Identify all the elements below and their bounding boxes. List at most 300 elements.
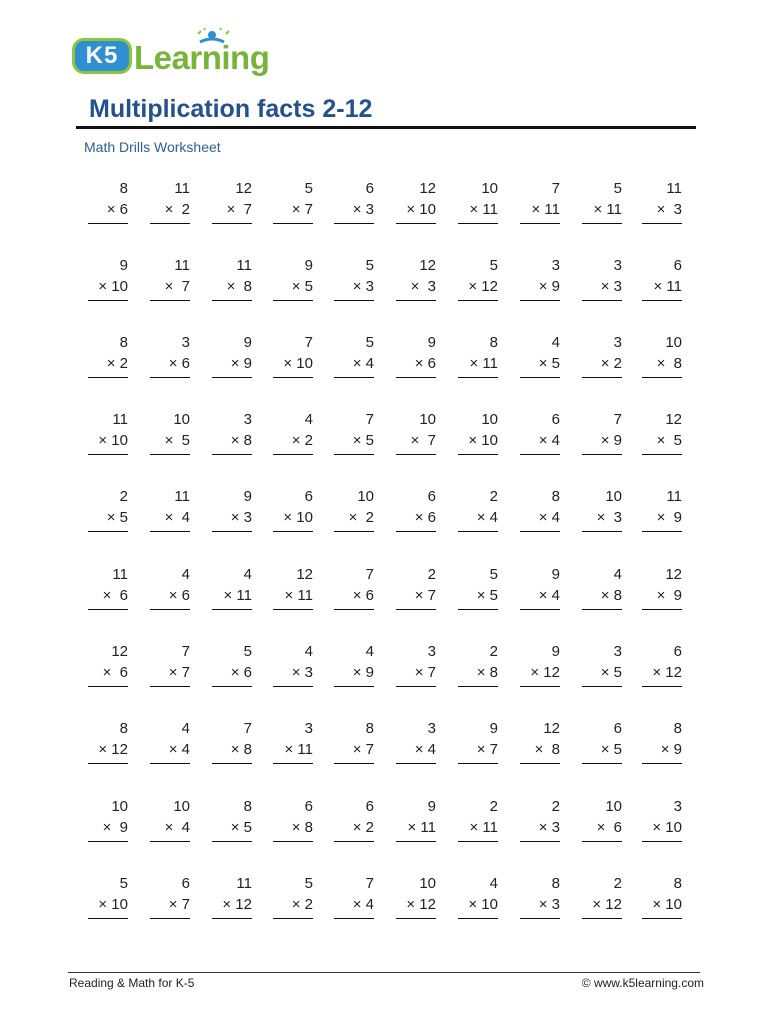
multiplicand: 4	[243, 566, 252, 583]
multiplication-problem	[642, 180, 682, 226]
multiplication-problem	[88, 798, 128, 844]
multiplicand: 7	[365, 875, 374, 892]
multiplication-problem	[273, 566, 313, 612]
multiplication-problem	[88, 488, 128, 534]
multiplicand: 4	[181, 566, 190, 583]
multiplicand: 3	[673, 798, 682, 815]
multiplier: × 9	[538, 278, 560, 295]
multiplicand: 8	[119, 180, 128, 197]
answer-line	[582, 763, 622, 764]
multiplication-problem	[150, 875, 190, 921]
multiplicand: 11	[236, 875, 252, 892]
answer-line	[273, 377, 313, 378]
multiplication-problem	[88, 411, 128, 457]
answer-line	[642, 300, 682, 301]
multiplier: × 7	[168, 664, 190, 681]
multiplicand: 3	[427, 643, 436, 660]
multiplication-problem	[520, 798, 560, 844]
multiplicand: 10	[665, 334, 682, 351]
multiplicand: 12	[419, 257, 436, 274]
multiplier: × 7	[164, 278, 190, 295]
multiplication-problem	[88, 875, 128, 921]
multiplier: × 9	[102, 819, 128, 836]
answer-line	[150, 454, 190, 455]
multiplication-problem	[212, 798, 252, 844]
multiplication-problem	[396, 875, 436, 921]
multiplier: × 10	[283, 509, 313, 526]
multiplicand: 9	[243, 488, 252, 505]
multiplicand: 10	[419, 411, 436, 428]
multiplier: × 8	[291, 819, 313, 836]
multiplication-problem	[212, 566, 252, 612]
multiplicand: 10	[173, 411, 190, 428]
multiplier: × 12	[530, 664, 560, 681]
multiplication-problem	[458, 411, 498, 457]
answer-line	[212, 454, 252, 455]
multiplication-problem	[334, 798, 374, 844]
multiplicand: 12	[235, 180, 252, 197]
answer-line	[334, 918, 374, 919]
multiplier: × 5	[538, 355, 560, 372]
multiplication-problem	[334, 257, 374, 303]
logo-badge: K5	[72, 38, 132, 74]
multiplier: × 8	[226, 278, 252, 295]
multiplicand: 7	[243, 720, 252, 737]
answer-line	[273, 918, 313, 919]
multiplier: × 10	[468, 896, 498, 913]
multiplicand: 5	[304, 875, 313, 892]
multiplier: × 3	[410, 278, 436, 295]
logo-wordmark: Learning	[134, 39, 270, 76]
answer-line	[212, 300, 252, 301]
answer-line	[642, 531, 682, 532]
answer-line	[582, 300, 622, 301]
answer-line	[273, 686, 313, 687]
multiplicand: 3	[551, 257, 560, 274]
multiplication-problem	[642, 643, 682, 689]
multiplier: × 8	[656, 355, 682, 372]
answer-line	[88, 377, 128, 378]
multiplier: × 5	[164, 432, 190, 449]
answer-line	[396, 763, 436, 764]
multiplication-problem	[642, 488, 682, 534]
multiplicand: 2	[489, 643, 498, 660]
multiplication-problem	[273, 875, 313, 921]
multiplication-problem	[273, 720, 313, 766]
answer-line	[273, 531, 313, 532]
answer-line	[520, 454, 560, 455]
multiplier: × 10	[98, 896, 128, 913]
answer-line	[458, 918, 498, 919]
multiplication-problem	[582, 257, 622, 303]
multiplier: × 9	[656, 587, 682, 604]
answer-line	[273, 300, 313, 301]
multiplier: × 9	[600, 432, 622, 449]
multiplier: × 4	[538, 509, 560, 526]
multiplier: × 5	[291, 278, 313, 295]
multiplication-problem	[334, 643, 374, 689]
multiplier: × 6	[596, 819, 622, 836]
multiplication-problem	[642, 720, 682, 766]
multiplication-problem	[396, 643, 436, 689]
multiplication-problem	[396, 798, 436, 844]
multiplier: × 12	[406, 896, 436, 913]
multiplication-problem	[582, 411, 622, 457]
answer-line	[150, 531, 190, 532]
multiplication-problem	[520, 411, 560, 457]
multiplication-problem	[150, 334, 190, 380]
multiplicand: 6	[181, 875, 190, 892]
multiplier: × 7	[291, 201, 313, 218]
multiplicand: 4	[181, 720, 190, 737]
multiplicand: 12	[111, 643, 128, 660]
answer-line	[212, 918, 252, 919]
multiplication-problem	[582, 875, 622, 921]
multiplicand: 10	[419, 875, 436, 892]
answer-line	[520, 531, 560, 532]
multiplication-problem	[150, 180, 190, 226]
multiplicand: 6	[673, 643, 682, 660]
answer-line	[88, 918, 128, 919]
multiplier: × 6	[352, 587, 374, 604]
multiplicand: 8	[119, 334, 128, 351]
multiplier: × 11	[284, 741, 313, 758]
multiplicand: 10	[481, 180, 498, 197]
multiplication-problem	[642, 566, 682, 612]
multiplication-problem	[396, 566, 436, 612]
answer-line	[88, 841, 128, 842]
multiplicand: 9	[551, 643, 560, 660]
multiplier: × 2	[348, 509, 374, 526]
answer-line	[212, 377, 252, 378]
answer-line	[582, 841, 622, 842]
multiplicand: 4	[489, 875, 498, 892]
multiplicand: 7	[304, 334, 313, 351]
multiplicand: 4	[551, 334, 560, 351]
answer-line	[642, 686, 682, 687]
multiplication-problem	[642, 257, 682, 303]
worksheet-subtitle: Math Drills Worksheet	[84, 139, 221, 155]
answer-line	[458, 841, 498, 842]
multiplication-problem	[150, 798, 190, 844]
multiplication-problem	[273, 257, 313, 303]
answer-line	[396, 609, 436, 610]
answer-line	[334, 531, 374, 532]
answer-line	[582, 609, 622, 610]
answer-line	[642, 609, 682, 610]
answer-line	[334, 686, 374, 687]
multiplier: × 6	[102, 587, 128, 604]
multiplicand: 5	[243, 643, 252, 660]
multiplicand: 8	[673, 875, 682, 892]
multiplier: × 4	[164, 819, 190, 836]
multiplier: × 8	[534, 741, 560, 758]
multiplier: × 11	[593, 201, 622, 218]
answer-line	[212, 686, 252, 687]
multiplication-problem	[642, 798, 682, 844]
multiplier: × 5	[656, 432, 682, 449]
answer-line	[520, 377, 560, 378]
multiplication-problem	[396, 334, 436, 380]
multiplication-problem	[150, 720, 190, 766]
multiplication-problem	[212, 875, 252, 921]
multiplier: × 6	[414, 509, 436, 526]
multiplicand: 4	[304, 643, 313, 660]
answer-line	[582, 531, 622, 532]
multiplier: × 6	[168, 355, 190, 372]
multiplication-problem	[150, 643, 190, 689]
answer-line	[212, 609, 252, 610]
multiplication-problem	[396, 720, 436, 766]
multiplier: × 6	[168, 587, 190, 604]
multiplicand: 10	[481, 411, 498, 428]
multiplicand: 7	[181, 643, 190, 660]
multiplier: × 7	[476, 741, 498, 758]
answer-line	[520, 223, 560, 224]
multiplicand: 2	[489, 488, 498, 505]
answer-line	[88, 223, 128, 224]
multiplicand: 7	[365, 566, 374, 583]
multiplier: × 9	[656, 509, 682, 526]
multiplier: × 2	[352, 819, 374, 836]
multiplier: × 3	[538, 819, 560, 836]
multiplication-problem	[88, 643, 128, 689]
multiplier: × 6	[106, 201, 128, 218]
answer-line	[334, 609, 374, 610]
multiplier: × 8	[230, 432, 252, 449]
multiplication-problem	[582, 720, 622, 766]
multiplication-problem	[458, 566, 498, 612]
multiplicand: 3	[613, 257, 622, 274]
multiplicand: 10	[173, 798, 190, 815]
multiplicand: 9	[427, 798, 436, 815]
multiplier: × 7	[414, 664, 436, 681]
answer-line	[642, 377, 682, 378]
multiplier: × 11	[469, 201, 498, 218]
multiplication-problem	[582, 566, 622, 612]
multiplier: × 5	[106, 509, 128, 526]
answer-line	[150, 841, 190, 842]
answer-line	[273, 841, 313, 842]
answer-line	[520, 686, 560, 687]
multiplicand: 3	[613, 643, 622, 660]
multiplication-problem	[642, 411, 682, 457]
footer-website: © www.k5learning.com	[581, 976, 704, 990]
answer-line	[642, 841, 682, 842]
multiplicand: 6	[365, 180, 374, 197]
multiplicand: 9	[119, 257, 128, 274]
multiplicand: 12	[665, 411, 682, 428]
answer-line	[642, 454, 682, 455]
multiplier: × 10	[468, 432, 498, 449]
answer-line	[334, 454, 374, 455]
multiplier: × 5	[600, 741, 622, 758]
page-title: Multiplication facts 2-12	[89, 95, 373, 123]
answer-line	[458, 377, 498, 378]
multiplier: × 9	[352, 664, 374, 681]
multiplication-problem	[212, 720, 252, 766]
multiplicand: 6	[304, 798, 313, 815]
multiplier: × 9	[660, 741, 682, 758]
answer-line	[150, 377, 190, 378]
multiplication-problem	[458, 720, 498, 766]
multiplier: × 3	[538, 896, 560, 913]
answer-line	[396, 300, 436, 301]
multiplier: × 6	[230, 664, 252, 681]
multiplicand: 9	[489, 720, 498, 737]
multiplicand: 3	[181, 334, 190, 351]
multiplicand: 9	[243, 334, 252, 351]
answer-line	[582, 454, 622, 455]
answer-line	[150, 300, 190, 301]
multiplier: × 5	[230, 819, 252, 836]
multiplicand: 7	[365, 411, 374, 428]
multiplicand: 6	[427, 488, 436, 505]
answer-line	[334, 223, 374, 224]
multiplier: × 5	[476, 587, 498, 604]
answer-line	[396, 377, 436, 378]
multiplicand: 4	[365, 643, 374, 660]
multiplicand: 5	[365, 334, 374, 351]
answer-line	[150, 223, 190, 224]
multiplicand: 3	[304, 720, 313, 737]
multiplication-problem	[520, 488, 560, 534]
multiplier: × 7	[414, 587, 436, 604]
multiplicand: 2	[427, 566, 436, 583]
multiplier: × 2	[600, 355, 622, 372]
answer-line	[520, 763, 560, 764]
multiplication-problem	[396, 411, 436, 457]
answer-line	[396, 841, 436, 842]
multiplication-problem	[520, 566, 560, 612]
multiplier: × 8	[230, 741, 252, 758]
multiplication-problem	[396, 180, 436, 226]
multiplication-problem	[458, 180, 498, 226]
multiplier: × 2	[164, 201, 190, 218]
answer-line	[212, 841, 252, 842]
answer-line	[212, 223, 252, 224]
multiplicand: 9	[427, 334, 436, 351]
multiplier: × 10	[652, 896, 682, 913]
multiplicand: 9	[551, 566, 560, 583]
multiplication-problem	[334, 488, 374, 534]
multiplier: × 11	[223, 587, 252, 604]
answer-line	[582, 918, 622, 919]
multiplier: × 5	[352, 432, 374, 449]
multiplication-problem	[150, 488, 190, 534]
multiplicand: 11	[174, 257, 190, 274]
multiplicand: 11	[174, 488, 190, 505]
answer-line	[88, 454, 128, 455]
multiplicand: 7	[613, 411, 622, 428]
multiplier: × 6	[102, 664, 128, 681]
multiplication-problem	[520, 720, 560, 766]
multiplication-problem	[88, 720, 128, 766]
multiplier: × 11	[469, 355, 498, 372]
answer-line	[396, 531, 436, 532]
answer-line	[458, 609, 498, 610]
answer-line	[212, 763, 252, 764]
answer-line	[212, 531, 252, 532]
multiplicand: 6	[673, 257, 682, 274]
answer-line	[150, 763, 190, 764]
answer-line	[396, 223, 436, 224]
answer-line	[396, 686, 436, 687]
answer-line	[88, 300, 128, 301]
multiplication-problem	[582, 488, 622, 534]
answer-line	[150, 609, 190, 610]
footer-divider	[68, 972, 700, 973]
multiplicand: 3	[427, 720, 436, 737]
multiplicand: 9	[304, 257, 313, 274]
multiplication-problem	[458, 643, 498, 689]
multiplication-problem	[582, 180, 622, 226]
multiplicand: 5	[304, 180, 313, 197]
multiplicand: 8	[365, 720, 374, 737]
answer-line	[273, 454, 313, 455]
answer-line	[396, 454, 436, 455]
multiplier: × 8	[600, 587, 622, 604]
multiplication-problem	[458, 334, 498, 380]
multiplicand: 2	[119, 488, 128, 505]
multiplier: × 12	[592, 896, 622, 913]
multiplier: × 3	[596, 509, 622, 526]
multiplier: × 8	[476, 664, 498, 681]
answer-line	[582, 377, 622, 378]
multiplicand: 10	[605, 488, 622, 505]
multiplicand: 3	[613, 334, 622, 351]
multiplier: × 11	[284, 587, 313, 604]
multiplicand: 10	[605, 798, 622, 815]
answer-line	[520, 918, 560, 919]
multiplier: × 11	[653, 278, 682, 295]
multiplication-problem	[212, 334, 252, 380]
multiplicand: 10	[111, 798, 128, 815]
multiplication-problem	[520, 334, 560, 380]
multiplicand: 8	[673, 720, 682, 737]
multiplicand: 12	[665, 566, 682, 583]
multiplicand: 11	[236, 257, 252, 274]
answer-line	[334, 841, 374, 842]
answer-line	[273, 223, 313, 224]
answer-line	[334, 300, 374, 301]
answer-line	[582, 686, 622, 687]
multiplication-problem	[334, 411, 374, 457]
multiplication-problem	[520, 875, 560, 921]
multiplication-problem	[212, 411, 252, 457]
multiplier: × 4	[538, 432, 560, 449]
multiplier: × 7	[352, 741, 374, 758]
answer-line	[88, 686, 128, 687]
multiplication-problem	[642, 334, 682, 380]
multiplier: × 3	[230, 509, 252, 526]
answer-line	[520, 609, 560, 610]
multiplicand: 10	[357, 488, 374, 505]
multiplication-problem	[88, 257, 128, 303]
multiplier: × 10	[652, 819, 682, 836]
multiplier: × 4	[352, 896, 374, 913]
answer-line	[273, 763, 313, 764]
multiplication-problem	[582, 334, 622, 380]
multiplication-problem	[150, 411, 190, 457]
multiplier: × 3	[656, 201, 682, 218]
multiplier: × 4	[168, 741, 190, 758]
multiplier: × 3	[352, 201, 374, 218]
multiplier: × 12	[468, 278, 498, 295]
multiplicand: 11	[112, 566, 128, 583]
multiplication-problem	[334, 875, 374, 921]
multiplicand: 6	[365, 798, 374, 815]
